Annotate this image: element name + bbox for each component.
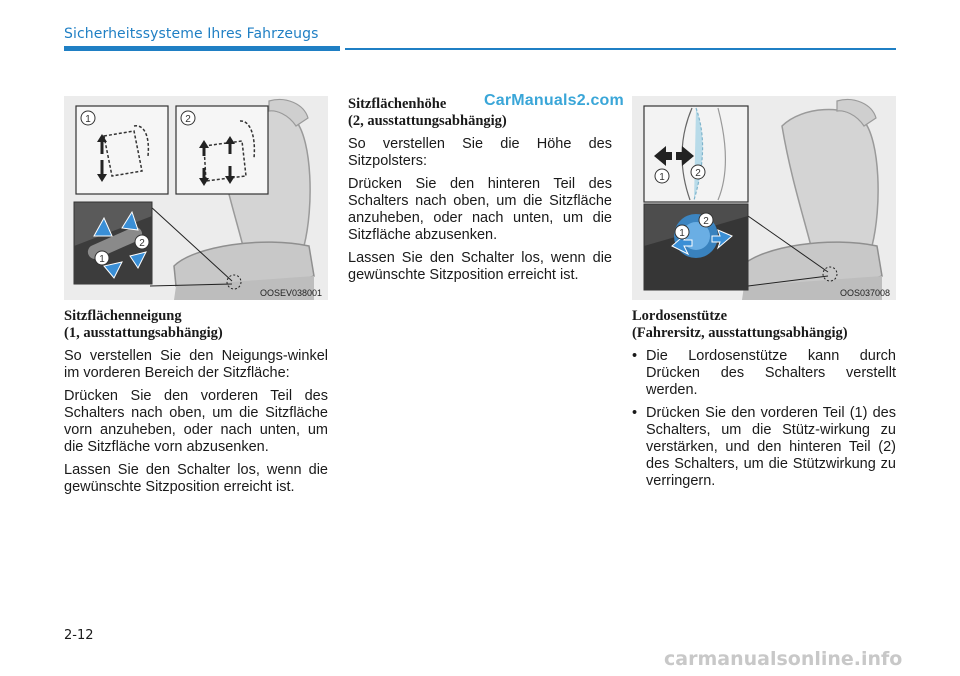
height-paragraph: So verstellen Sie die Höhe des Sitzpolsters: xyxy=(348,136,612,169)
heading-tilt xyxy=(64,308,328,342)
column-left xyxy=(64,308,328,502)
heading-height-line1: Sitzflächenhöhe xyxy=(348,96,447,112)
page-number: 2-12 xyxy=(64,628,94,643)
inset-label-2: 2 xyxy=(695,168,701,179)
switch-label-1: 1 xyxy=(99,254,105,265)
lumbar-bullet-list xyxy=(632,348,896,490)
heading-height-line2: (2, ausstattungsabhängig) xyxy=(348,113,507,129)
switch-label-2: 2 xyxy=(139,238,145,249)
watermark-link-top[interactable]: CarManuals2.com xyxy=(484,92,624,109)
list-item: • Die Lordosenstütze kann durch Drücken des Schalters verstellt werden. xyxy=(632,348,896,399)
header-rule xyxy=(345,48,896,50)
figure-seat-cushion-switch xyxy=(64,96,328,300)
switch-label-1: 1 xyxy=(679,228,685,239)
inset-label-1: 1 xyxy=(85,114,91,125)
figure-code: OOSEV038001 xyxy=(259,288,322,298)
inset-label-1: 1 xyxy=(659,172,665,183)
tilt-paragraph: So verstellen Sie den Neigungs-winkel im vorderen Bereich der Sitzfläche: xyxy=(64,348,328,381)
switch-label-2: 2 xyxy=(703,216,709,227)
height-paragraph: Drücken Sie den hinteren Teil des Schalters nach oben, um die Sitzfläche anzuheben, oder nach unten, um die Sitzfläche abzusenken. xyxy=(348,176,612,243)
heading-lumbar-line1: Lordosenstütze xyxy=(632,308,728,324)
height-paragraph: Lassen Sie den Schalter los, wenn die gewünschte Sitzposition erreicht ist. xyxy=(348,250,612,283)
heading-tilt-line1: Sitzflächenneigung xyxy=(64,308,182,324)
column-middle xyxy=(348,96,612,290)
heading-tilt-line2: (1, ausstattungsabhängig) xyxy=(64,325,223,341)
header-accent-bar xyxy=(64,46,340,51)
inset-label-2: 2 xyxy=(185,114,191,125)
tilt-paragraph: Lassen Sie den Schalter los, wenn die gewünschte Sitzposition erreicht ist. xyxy=(64,462,328,495)
heading-lumbar xyxy=(632,308,896,342)
list-item: • Drücken Sie den vorderen Teil (1) des Schalters, um die Stütz-wirkung zu verstärken, und den hinteren Teil (2) des Schalters, um die Stützwirkung zu verringern. xyxy=(632,405,896,490)
watermark-link-bottom[interactable]: carmanualsonline.info xyxy=(664,648,903,670)
column-right xyxy=(632,308,896,496)
section-header-title: Sicherheitssysteme Ihres Fahrzeugs xyxy=(64,26,319,42)
figure-code: OOS037008 xyxy=(839,288,890,298)
seat-illustration-right xyxy=(632,96,896,300)
heading-lumbar-line2: (Fahrersitz, ausstattungsabhängig) xyxy=(632,325,848,341)
tilt-paragraph: Drücken Sie den vorderen Teil des Schalters nach oben, um die Sitzfläche vorn anzuheben, oder nach unten, um die Sitzfläche vorn abzusenken. xyxy=(64,388,328,455)
figure-lumbar-switch xyxy=(632,96,896,300)
seat-illustration-left xyxy=(64,96,328,300)
